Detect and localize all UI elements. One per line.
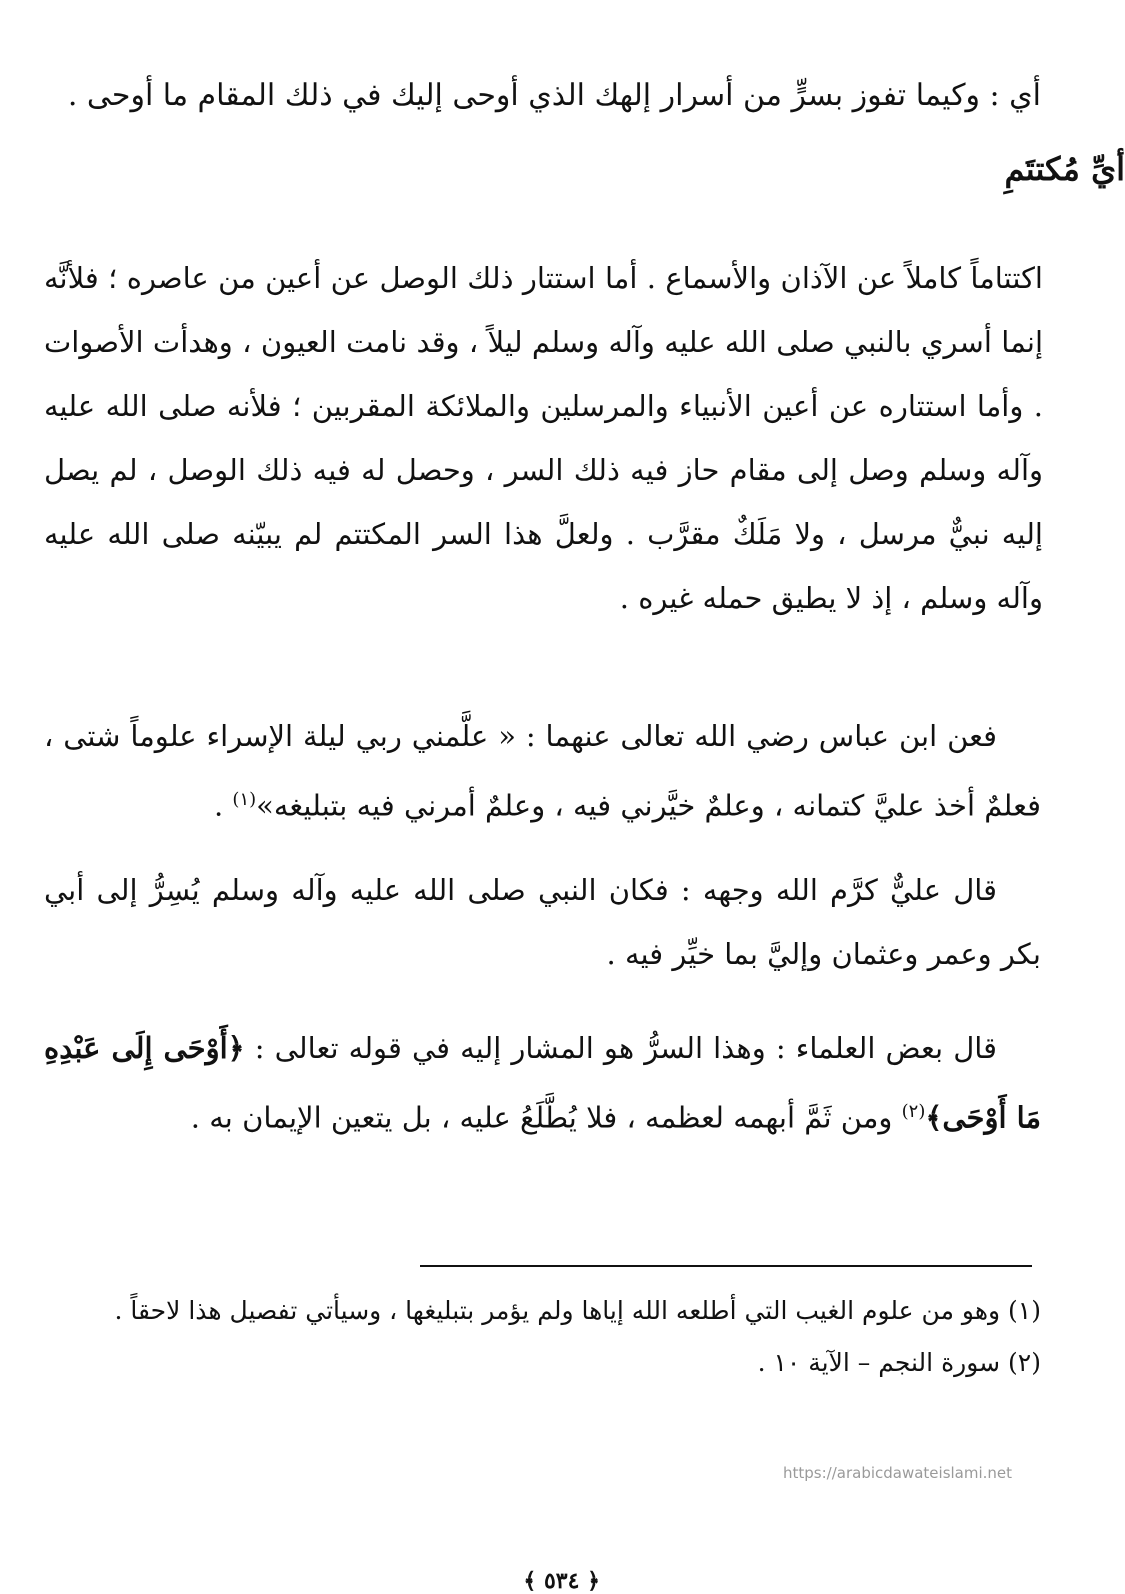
scholars-text: قال بعض العلماء : وهذا السرُّ هو المشار إليه في قوله تعالى : xyxy=(244,1031,997,1065)
footnote-divider xyxy=(420,1265,1032,1267)
quran-verse: ﴿أَوْحَى إِلَى عَبْدِهِ مَا أَوْحَى﴾ xyxy=(44,1031,1041,1135)
footnotes xyxy=(44,1285,1041,1389)
watermark-url: https://arabicdawateislami.net xyxy=(783,1464,1013,1482)
footnote-ref-2: (٢) xyxy=(901,1101,926,1122)
footnote-1: (١) وهو من علوم الغيب التي أطلعه الله إياها ولم يؤمر بتبليغها ، وسيأتي تفصيل هذا لاحقاً . xyxy=(114,1296,1041,1325)
paragraph-ali-quote: قال عليٌّ كرَّم الله وجهه : فكان النبي صلى الله عليه وآله وسلم يُسِرُّ إلى أبي بكر وعمر وعثمان وإليَّ بما خيِّر فيه . xyxy=(44,873,1041,971)
section-heading: أيِّ مُكتتَمِ xyxy=(1004,150,1125,188)
paragraph-scholars xyxy=(44,1016,1041,1150)
paragraph-explanation: اكتتاماً كاملاً عن الآذان والأسماع . أما استتار ذلك الوصل عن أعين من عاصره ؛ فلأنَّه إنما أسري بالنبي صلى الله عليه وآله وسلم ليلاً ، وقد نامت العيون ، وهدأت الأصوات . وأما استتاره عن أعين الأنبياء والمرسلين والملائكة المقربين ؛ فلأنه صلى الله عليه وآله وسلم وصل إلى مقام حاز فيه ذلك السر ، وحصل له فيه ذلك الوصل ، لم يصل إليه نبيٌّ مرسل ، ولا مَلَكٌ مقرَّب . ولعلَّ هذا السر المكتتم لم يبيّنه صلى الله عليه وآله وسلم ، إذ لا يطيق حمله غيره . xyxy=(44,261,1043,615)
hadith-text: فعن ابن عباس رضي الله تعالى عنهما : « علَّمني ربي ليلة الإسراء علوماً شتى ، فعلمٌ أخذ عليَّ كتمانه ، وعلمٌ خيَّرني فيه ، وعلمٌ أمرني فيه بتبليغه» xyxy=(44,719,1041,823)
page-number: ﴿ ٥٣٤ ﴾ xyxy=(523,1568,600,1594)
hadith-end: . xyxy=(213,788,233,823)
footnote-ref-1: (١) xyxy=(232,789,257,810)
paragraph-ibn-abbas-hadith xyxy=(44,704,1041,838)
footnote-2: (٢) سورة النجم – الآية ١٠ . xyxy=(757,1348,1041,1377)
scholars-text-end: ومن ثَمَّ أبهمه لعظمه ، فلا يُطَّلَعُ عليه ، بل يتعين الإيمان به . xyxy=(190,1100,902,1135)
intro-line: أي : وكيما تفوز بسرٍّ من أسرار إلهك الذي أوحى إليك في ذلك المقام ما أوحى . xyxy=(67,78,1041,113)
